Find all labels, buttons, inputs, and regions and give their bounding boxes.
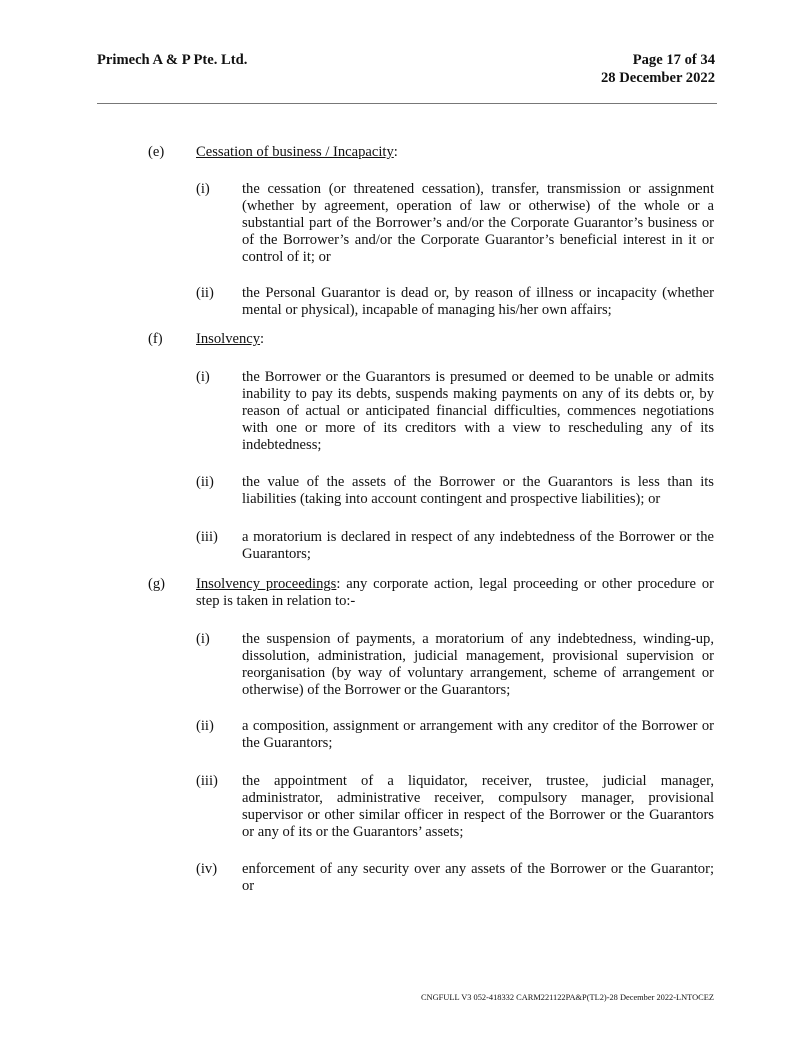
section-title: Cessation of business / Incapacity bbox=[196, 144, 394, 160]
item-label: (iv) bbox=[196, 861, 218, 877]
page-number: Page 17 of 34 bbox=[632, 52, 715, 68]
section-heading bbox=[196, 144, 714, 161]
section-heading bbox=[196, 331, 714, 348]
section-heading-rest: : any corporate action, legal proceeding or other procedure or step is taken in relation to:- bbox=[196, 576, 714, 609]
item-label: (iii) bbox=[196, 773, 218, 789]
section-label: (f) bbox=[148, 331, 163, 347]
header-divider bbox=[97, 103, 717, 104]
company-name: Primech A & P Pte. Ltd. bbox=[97, 52, 248, 68]
item-label: (ii) bbox=[196, 718, 214, 734]
item-label: (i) bbox=[196, 369, 210, 385]
section-heading-rest: : bbox=[260, 331, 265, 347]
item-label: (i) bbox=[196, 631, 210, 647]
section-label: (e) bbox=[148, 144, 165, 160]
item-label: (iii) bbox=[196, 529, 218, 545]
item-text: enforcement of any security over any assets of the Borrower or the Guarantor; or bbox=[242, 861, 714, 894]
item-label: (ii) bbox=[196, 474, 214, 490]
item-text: the Personal Guarantor is dead or, by reason of illness or incapacity (whether mental or physical), incapable of managing his/her own affairs; bbox=[242, 285, 714, 318]
item-text: the suspension of payments, a moratorium of any indebtedness, winding-up, dissolution, administration, judicial management, provisional supervision or reorganisation (by way of voluntary arrangement, scheme of arrangement or otherwise) of the Borrower or the Guarantors; bbox=[242, 631, 714, 698]
item-text: a composition, assignment or arrangement with any creditor of the Borrower or the Guarantors; bbox=[242, 718, 714, 751]
item-text: a moratorium is declared in respect of any indebtedness of the Borrower or the Guarantors; bbox=[242, 529, 714, 562]
item-text: the cessation (or threatened cessation), transfer, transmission or assignment (whether by agreement, operation of law or otherwise) of the whole or a substantial part of the Borrower’s and/or the Corporate Guarantor’s business or of the Borrower’s and/or the Corporate Guarantor’s beneficial interest in it or control of it; or bbox=[242, 181, 714, 265]
item-label: (i) bbox=[196, 181, 210, 197]
section-title: Insolvency bbox=[196, 331, 261, 347]
document-date: 28 December 2022 bbox=[600, 70, 715, 86]
section-heading-rest: : bbox=[393, 144, 398, 160]
section-heading bbox=[196, 576, 714, 610]
item-text: the value of the assets of the Borrower or the Guarantors is less than its liabilities (taking into account contingent and prospective liabilities); or bbox=[242, 474, 714, 507]
document-reference-footer: CNGFULL V3 052-418332 CARM221122PA&P(TL2)-28 December 2022-LNTOCEZ bbox=[420, 993, 714, 1002]
item-text: the Borrower or the Guarantors is presumed or deemed to be unable or admits inability to pay its debts, suspends making payments on any of its debts or, by reason of actual or anticipated financial difficulties, commences negotiations with one or more of its creditors with a view to rescheduling any of its indebtedness; bbox=[242, 369, 714, 453]
item-label: (ii) bbox=[196, 285, 214, 301]
section-title: Insolvency proceedings bbox=[196, 576, 337, 592]
item-text: the appointment of a liquidator, receiver, trustee, judicial manager, administrator, administrative receiver, compulsory manager, provisional supervisor or other similar officer in respect of the Borrower or the Guarantors or any of its or the Guarantors’ assets; bbox=[242, 773, 714, 840]
section-label: (g) bbox=[148, 576, 166, 592]
